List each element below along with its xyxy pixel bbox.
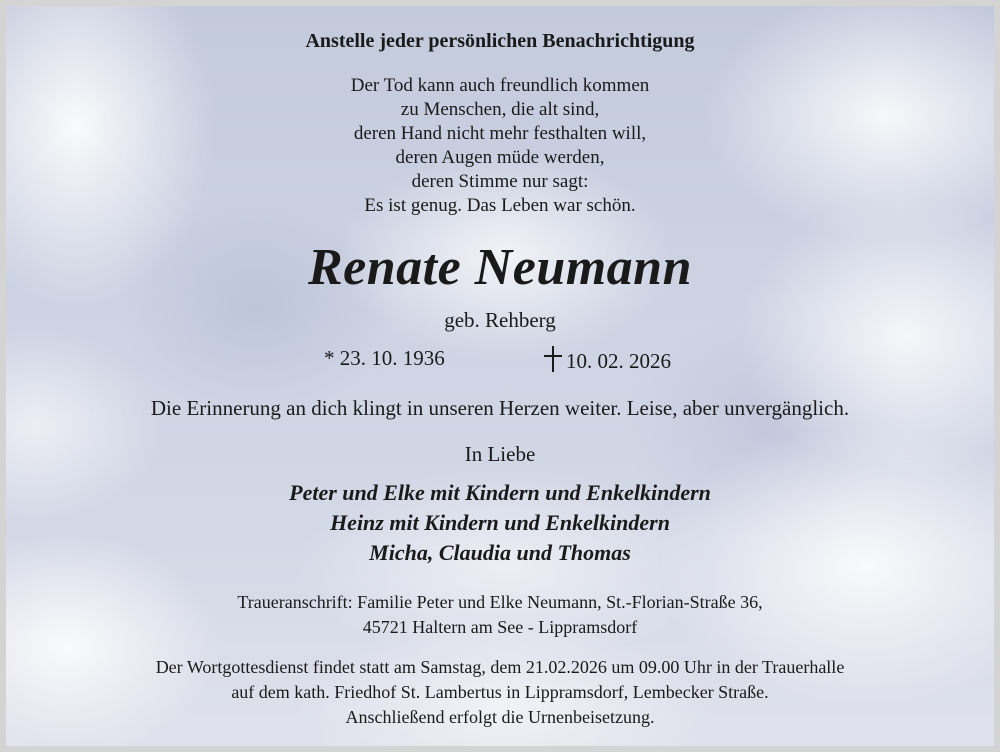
poem-line: deren Hand nicht mehr festhalten will,: [353, 123, 647, 144]
poem-line: deren Augen müde werden,: [395, 147, 605, 168]
birth-date: * 23. 10. 1936: [324, 346, 445, 370]
memory-line: Die Erinnerung an dich klingt in unseren Herzen weiter. Leise, aber unvergänglich.: [150, 396, 850, 420]
family-line: Peter und Elke mit Kindern und Enkelkindern: [289, 480, 711, 505]
service-line: Der Wortgottesdienst findet statt am Samstag, dem 21.02.2026 um 09.00 Uhr in der Trauerhalle: [155, 657, 845, 677]
cross-icon: [544, 346, 562, 372]
death-date: 10. 02. 2026: [566, 349, 671, 373]
service-line: auf dem kath. Friedhof St. Lambertus in Lippramsdorf, Lembecker Straße.: [231, 682, 769, 702]
deceased-name: Renate Neumann: [307, 239, 693, 296]
notice-header: Anstelle jeder persönlichen Benachrichtigung: [305, 30, 695, 52]
service-info: [6, 655, 994, 730]
death-date-group: [544, 346, 671, 374]
service-line: Anschließend erfolgt die Urnenbeisetzung.: [345, 707, 655, 727]
poem-line: Der Tod kann auch freundlich kommen: [350, 75, 650, 96]
life-dates: [6, 346, 994, 374]
in-love-label: In Liebe: [464, 442, 536, 466]
poem-line: Es ist genug. Das Leben war schön.: [364, 195, 636, 216]
poem-line: deren Stimme nur sagt:: [411, 171, 589, 192]
notice-content: [6, 6, 994, 746]
maiden-name: geb. Rehberg: [444, 308, 556, 332]
address-line: 45721 Haltern am See - Lippramsdorf: [362, 617, 638, 637]
address-line: Traueranschrift: Familie Peter und Elke Neumann, St.-Florian-Straße 36,: [237, 592, 763, 612]
family-list: [6, 478, 994, 568]
family-line: Micha, Claudia und Thomas: [369, 540, 631, 565]
family-line: Heinz mit Kindern und Enkelkindern: [330, 510, 670, 535]
poem-line: zu Menschen, die alt sind,: [400, 99, 600, 120]
mourning-address: [6, 590, 994, 640]
poem: [6, 74, 994, 218]
